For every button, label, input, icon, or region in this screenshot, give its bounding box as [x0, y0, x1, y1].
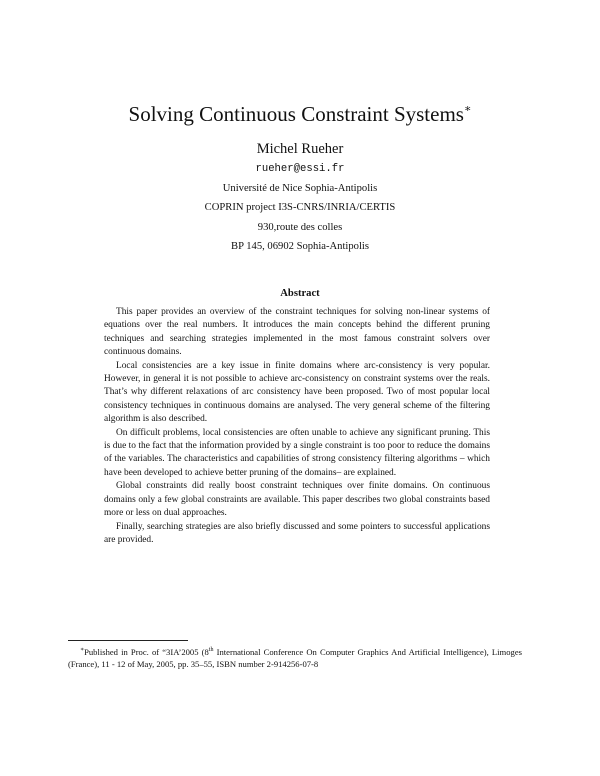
- abstract-body: [104, 306, 490, 547]
- footnote-text-after: International Conference On Computer Graphics And Artificial Intelligence), Limoges (France), 11 - 12 of May, 2005, pp. 35–55, ISBN number 2-914256-07-8: [68, 647, 522, 669]
- affiliation-line: COPRIN project I3S-CNRS/INRIA/CERTIS: [204, 202, 396, 214]
- affiliation-line: 930,route des colles: [257, 221, 343, 233]
- abstract-paragraph: Local consistencies are a key issue in finite domains where arc-consistency is very popular. However, in general it is not possible to achieve arc-consistency on constraint systems over the reals. That’s why different relaxations of arc consistency have been proposed. Two of most popular local consistency techniques in continuous domains are analysed. The very general scheme of the filtering algorithm is also described.: [104, 360, 490, 425]
- affiliation-line: BP 145, 06902 Sophia-Antipolis: [231, 240, 369, 252]
- footnote-marker: ∗: [80, 647, 85, 653]
- abstract-paragraph: Finally, searching strategies are also briefly discussed and some pointers to successful applications are provided.: [104, 521, 490, 545]
- footnote-rule: [68, 640, 188, 641]
- paper-title: [0, 96, 600, 127]
- footnote-text-before: Published in Proc. of “3IA’2005 (8: [84, 647, 209, 657]
- title-footnote-marker: ∗: [463, 103, 472, 115]
- author-name: Michel Rueher: [256, 141, 344, 157]
- footnote: [68, 644, 522, 670]
- affiliation-line: Université de Nice Sophia-Antipolis: [222, 183, 378, 195]
- abstract-paragraph: Global constraints did really boost constraint techniques over finite domains. On continuous domains only a few global constraints are available. This paper describes two global constraints based more or less on dual approaches.: [104, 481, 490, 519]
- abstract-paragraph: This paper provides an overview of the constraint techniques for solving non-linear systems of equations over the real numbers. It introduces the main concepts behind the different pruning techniques and searching strategies implemented in the most famous constraint solvers over continuous domains.: [104, 307, 490, 358]
- footnote-superscript: th: [208, 647, 214, 653]
- author-email: rueher@essi.fr: [255, 163, 345, 175]
- title-text: Solving Continuous Constraint Systems: [128, 102, 464, 126]
- abstract-paragraph: On difficult problems, local consistencies are often unable to achieve any significant pruning. This is due to the fact that the information provided by a single constraint is too poor to reduce the domains of the variables. The characteristics and capabilities of strong consistency filtering algorithms – which have been developed to achieve better pruning of the domains– are explained.: [104, 427, 490, 478]
- author-affiliation: [0, 160, 600, 256]
- abstract-heading: Abstract: [280, 288, 320, 299]
